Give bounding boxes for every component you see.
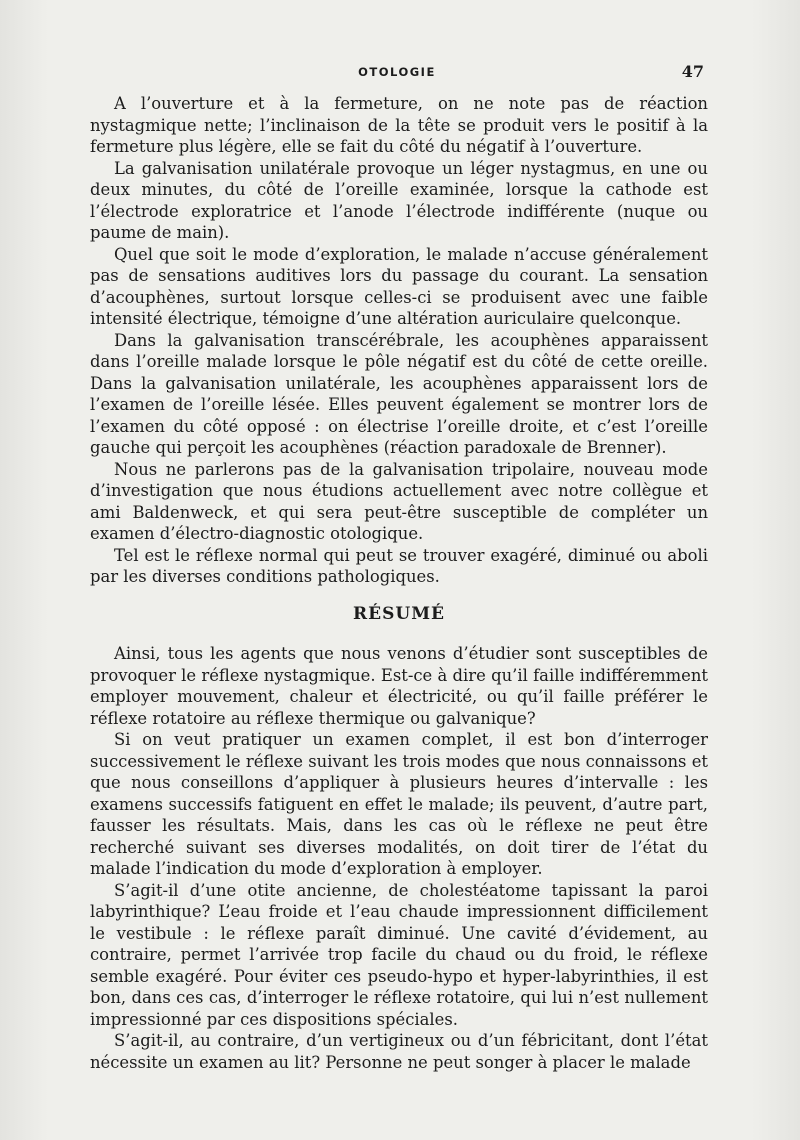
paragraph: Si on veut pratiquer un examen complet, il est bon d’interroger successivement le réflexe suivant les trois modes que nous connaissons et que nous conseillons d’appliquer à plusieurs heures d’intervalle : les examens successifs fatiguent en effet le malade; ils peuvent, d’autre part, fausser les résultats. Mais, dans les cas où le réflexe ne peut être recherché suivant ses diverses modalités, on doit tirer de l’état du malade l’indication du mode d’exploration à employer. bbox=[90, 730, 708, 878]
paragraph: La galvanisation unilatérale provoque un léger nystagmus, en une ou deux minutes, du côté de l’oreille examinée, lorsque la cathode est l’électrode exploratrice et l’anode l’électrode indifférente (nuque ou paume de main). bbox=[90, 158, 708, 242]
paragraph: Quel que soit le mode d’exploration, le malade n’accuse généralement pas de sensations auditives lors du passage du courant. La sensation d’acouphènes, surtout lorsque celles-ci se produisent avec une faible intensité électrique, témoigne d’une altération auriculaire quelconque. bbox=[90, 244, 708, 328]
paragraph: S’agit-il, au contraire, d’un vertigineux ou d’un fébricitant, dont l’état nécessite un examen au lit? Personne ne peut songer à placer le malade bbox=[90, 1031, 708, 1072]
page-number: 47 bbox=[681, 62, 704, 81]
running-header bbox=[90, 62, 704, 82]
section-title: RÉSUMÉ bbox=[353, 603, 445, 624]
paragraph: Nous ne parlerons pas de la galvanisation tripolaire, nouveau mode d’investigation que nous étudions actuellement avec notre collègue et ami Baldenweck, et qui sera peut-être susceptible de compléter un examen d’électro-diagnostic otologique. bbox=[90, 459, 708, 543]
paragraph: Tel est le réflexe normal qui peut se trouver exagéré, diminué ou aboli par les diverses conditions pathologiques. bbox=[90, 545, 708, 586]
paragraph: Dans la galvanisation transcérébrale, les acouphènes apparaissent dans l’oreille malade lorsque le pôle négatif est du côté de cette oreille. Dans la galvanisation unilatérale, les acouphènes apparaissent lors de l’examen de l’oreille lésée. Elles peuvent également se montrer lors de l’examen du côté opposé : on électrise l’oreille droite, et c’est l’oreille gauche qui perçoit les acouphènes (réaction paradoxale de Brenner). bbox=[90, 330, 708, 457]
paragraph: S’agit-il d’une otite ancienne, de cholestéatome tapissant la paroi labyrinthique? L’eau froide et l’eau chaude impressionnent difficilement le vestibule : le réflexe paraît diminué. Une cavité d’évidement, au contraire, permet l’arrivée trop facile du chaud ou du froid, le réflexe semble exagéré. Pour éviter ces pseudo-hypo et hyper-labyrinthies, il est bon, dans ces cas, d’interroger le réflexe rotatoire, qui lui n’est nullement impressionné par ces dispositions spéciales. bbox=[90, 880, 708, 1029]
body-text bbox=[90, 93, 708, 1073]
running-title: OTOLOGIE bbox=[358, 65, 436, 79]
paragraph: Ainsi, tous les agents que nous venons d’étudier sont susceptibles de provoquer le réflexe nystagmique. Est-ce à dire qu’il faille indifféremment employer mouvement, chaleur et électricité, ou qu’il faille préférer le réflexe rotatoire au réflexe thermique ou galvanique? bbox=[90, 644, 708, 728]
paragraph: A l’ouverture et à la fermeture, on ne note pas de réaction nystagmique nette; l’inclinaison de la tête se produit vers le positif à la fermeture plus légère, elle se fait du côté du négatif à l’ouverture. bbox=[90, 94, 708, 156]
